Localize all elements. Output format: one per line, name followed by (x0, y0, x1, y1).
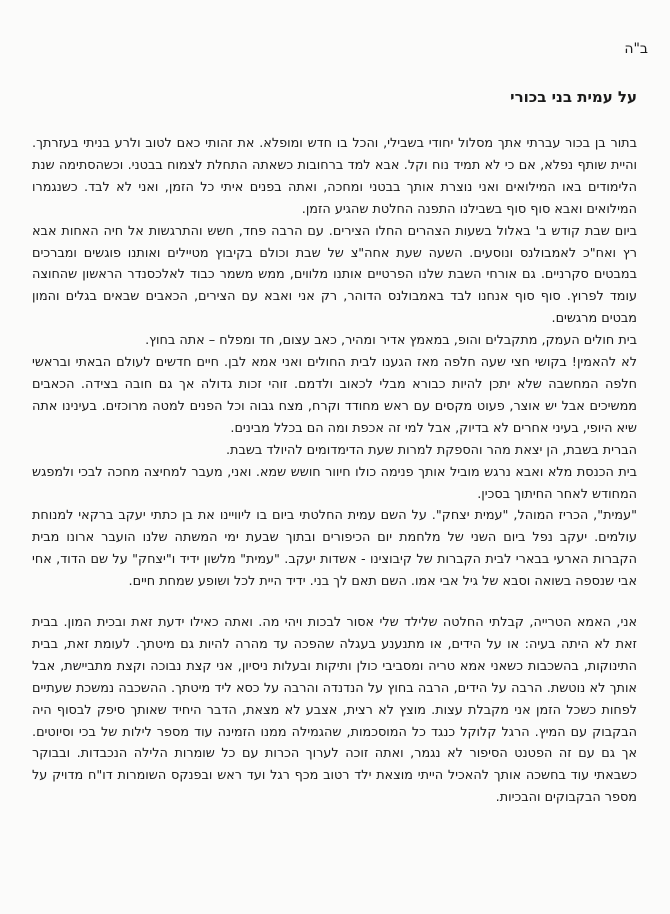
paragraph: הברית בשבת, הן יצאת מהר והספקת למרות שעת הדימדומים להיולד בשבת. (225, 442, 637, 458)
paragraph: לא להאמין! בקושי חצי שעה חלפה מאז הגענו לבית החולים ואני אמא לבן. חיים חדשים לעולם הבאתי ובראשי חלפה המחשבה שלא יתכן להיות כבורא מבלי לכאוב ולדמם. זוהי זכות גדולה אך גם חובה בצידה. הכאבים ממשיכים אבל יש אוצר, פעוט מקסים עם ראש מחודד וקרח, מצח גבוה וכל הפנים למטה מרוכזים. בעינינו אתה שיא היופי, בעיני אחרים לא בדיוק, אבל למי זה אכפת ומה הם בכלל מבינים. (32, 355, 637, 436)
paragraph: "עמית", הכריז המוהל, "עמית יצחק". על השם עמית החלטתי ביום בו ליוויינו את בן כתתי יעקב ברקאי למנוחת עולמים. יעקב נפל ביום השני של מלחמת יום הכיפורים ובתוך שבעת ימי המשתה שלנו הועבר ארונו מבית הקברות הארעי בבארי לבית הקברות של קיבוצינו - אשדות יעקב. "עמית" מלשון ידיד ו"יצחק" על שם הדוד, אחי אבי שנספה בשואה וסבא של גיל אבי אמו. השם תאם לך בני. ידיד היית לכל ושופע שמחת חיים. (32, 508, 637, 590)
header-mark: ב"ה (624, 41, 648, 57)
paragraph: בית חולים העמק, מתקבלים והופ, במאמץ אדיר ומהיר, כאב עצום, חד ומפלח – אתה בחוץ. (145, 333, 637, 349)
paragraph: בתור בן בכור עברתי אתך מסלול יחודי בשבילי, והכל בו חדש ומופלא. את זהותי כאם לטוב ולרע בניתי בעזרתך. והיית שותף נפלא, אם כי לא תמיד נוח וקל. אבא למד ברחובות כשאתה התחלת לצמוח בבטני. וכשהסתימה שנת הלימודים באו המילואים ואני נוצרת אותך בבטני ומחכה, ואתה בפנים איתי כל הזמן, ואני לא לבד. כשנגמרו המילואים ואבא סוף סוף בשבילנו התפנה החלטת שהגיע הזמן. (32, 136, 637, 217)
page-title: על עמית בני בכורי (510, 88, 637, 106)
paragraph: אני, האמא הטרייה, קבלתי החלטה שלילד שלי אסור לבכות ויהי מה. ואתה כאילו ידעת זאת ובכית המון. בבית זאת לא היתה בעיה: או על הידים, או מתנענע בעגלה שהפכה עד מהרה להיות גם מיטתך. לעומת זאת, בבית התינוקות, בהשכבות כשאני אמא טריה ומסביבי כולן ותיקות ובעלות ניסיון, אני קצת נבוכה וקצת מתביישת, אבל אותך לא נוטשת. הרבה על הידים, הרבה בחוץ על הנדנדה והרבה על כסא ליד מיטתך. ההשכבה נמשכת שעתיים לפחות כשכל הזמן אני מקבלת עצות. מוצץ לא רצית, אצבע לא מצאת, הדבר היחיד שאותך סיפק לבסוף היה הבקבוק עם המיץ. הרגל קלוקל כנגד כל המוסכמות, שהגמילה ממנו הזמינה עוד מספר לילות של בכי וסיוטים. אך גם עם זה הפטנט הסיפור לא נגמר, ואתה זוכה לערוך הכרות עם כל שומרות הלילה הנכבדות. ובבוקר כשבאתי עוד בחשכה אותך להאכיל הייתי מוצאת ילד רטוב מכף רגל ועד ראש ובפנקס השומרות דו"ח מדויק על מספר הבקבוקים והבכיות. (32, 615, 637, 806)
paragraph: ביום שבת קודש ב' באלול בשעות הצהרים החלו הצירים. עם הרבה פחד, חשש והתרגשות אל חיה האחות אבא רץ ואח"כ לאמבולנס ונוסעים. השעה שעת אחה"צ של שבת וכולם בקיבוץ מטיילים ואותנו פוגשים ומברכים במבטים סקרניים. גם אורחי השבת שלנו הפרטיים אותנו מלווים, ממש משמר כבוד לאלכסנדר הראשון שהחוצה עומד לפרוץ. סוף סוף אנחנו לבד באמבולנס הדוהר, רק אני ואבא עם הצירים, הכאבים שבאים בגלים והמון מבטים מרגשים. (32, 223, 637, 327)
paragraph: בית הכנסת מלא ואבא נרגש מוביל אותך פנימה כולו חיוור חושש שמא. ואני, מעבר למחיצה מחכה לבכי ולמפגש המחודש לאחר החיתוך בסכין. (32, 464, 637, 502)
body-text (32, 133, 637, 809)
